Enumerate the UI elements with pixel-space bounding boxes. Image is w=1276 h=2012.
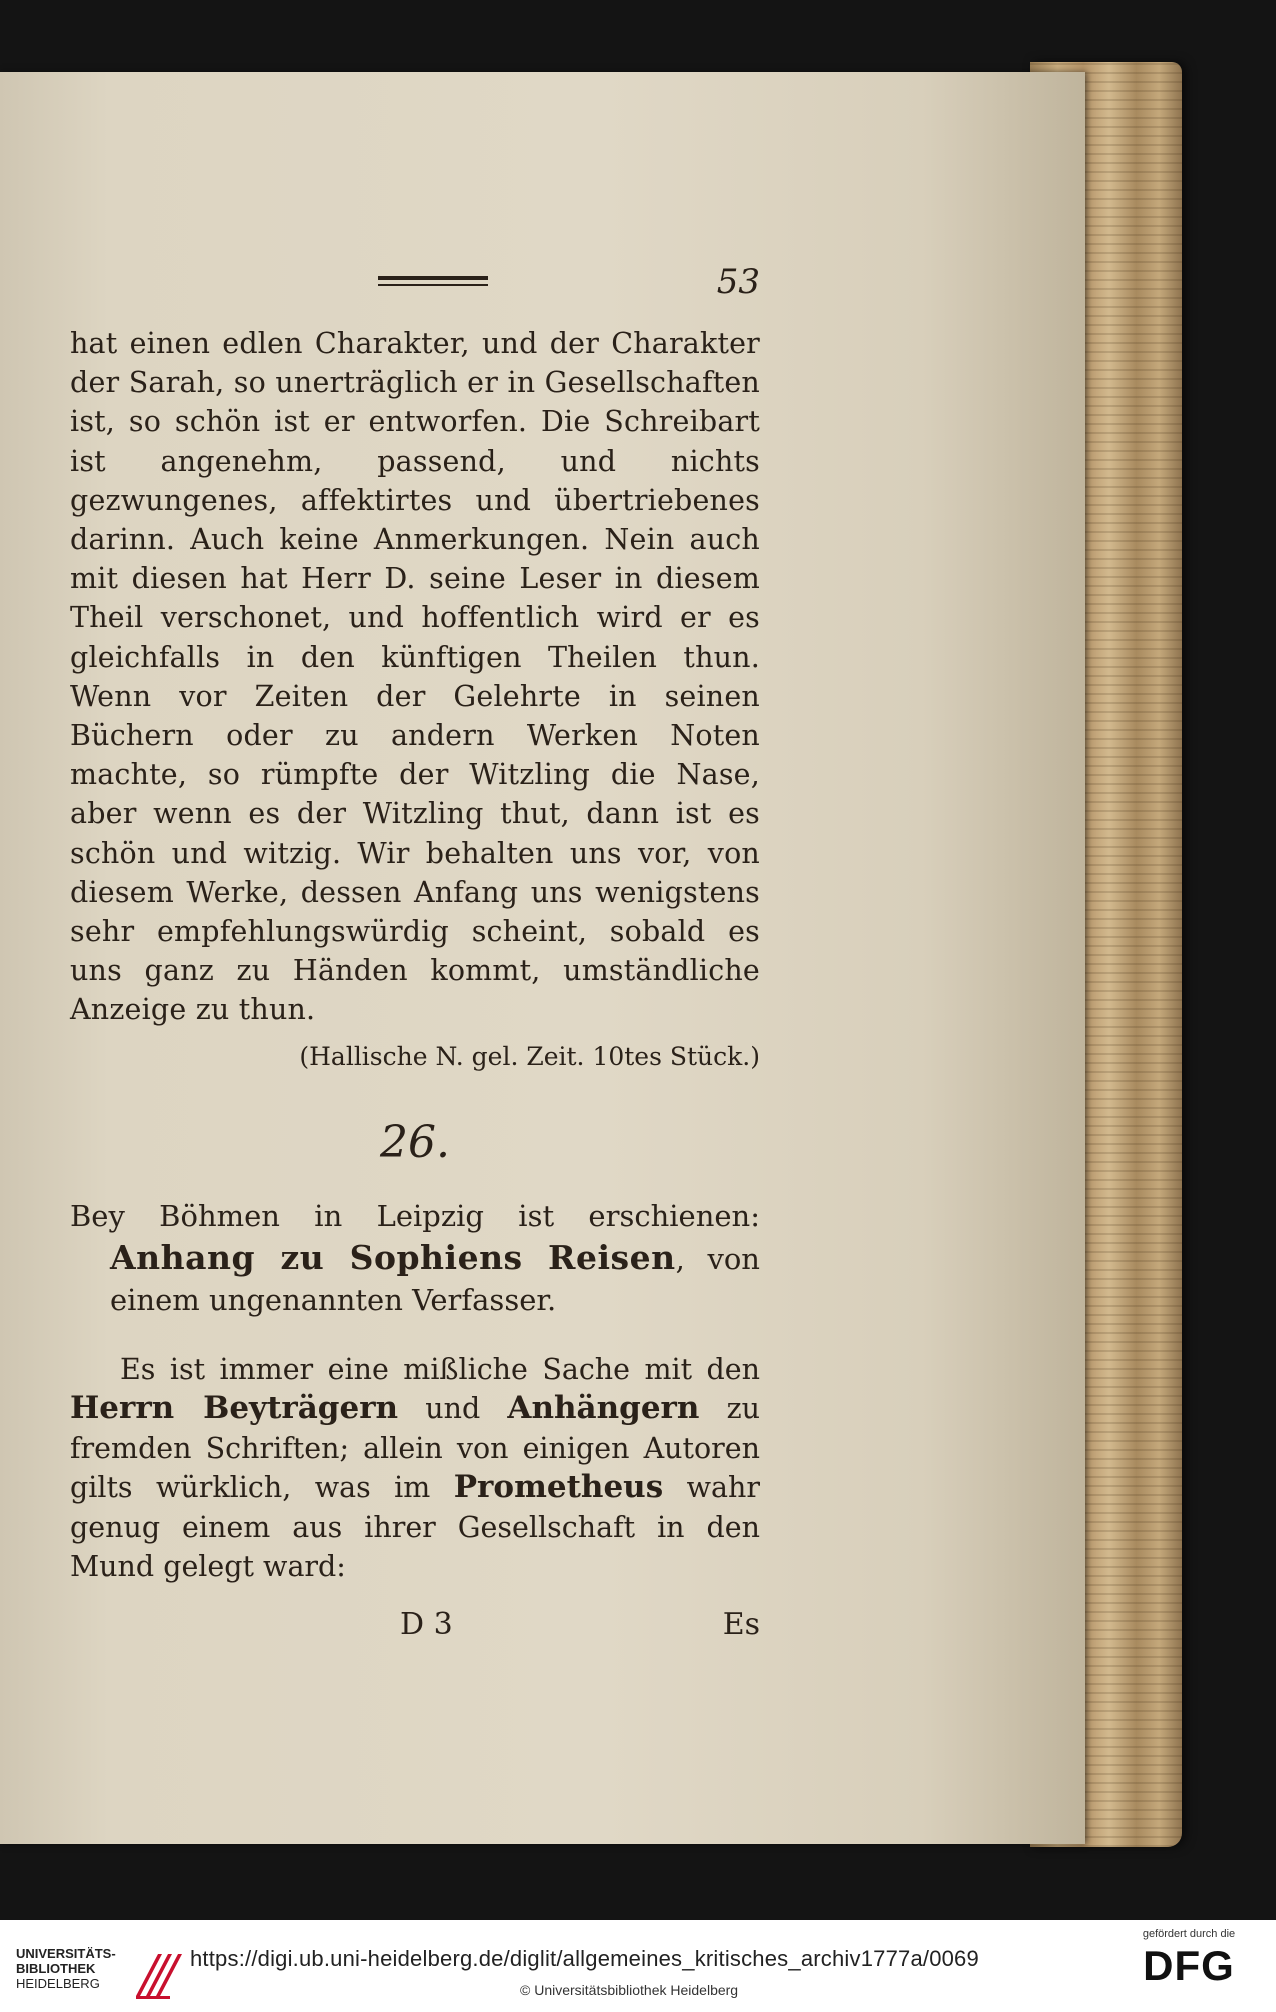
library-name-text: UNIVERSITÄTS- BIBLIOTHEK — [16, 1946, 116, 1976]
header-rule — [378, 276, 488, 286]
catchword: Es — [722, 1606, 760, 1642]
paragraph-2-part-4: wahr genug einem aus ihrer Gesellschaft in den Mund gelegt ward: — [70, 1471, 760, 1584]
signature-mark: D 3 — [400, 1606, 453, 1642]
paragraph-2-bold-2: Anhängern — [507, 1390, 700, 1427]
citation: (Hallische N. gel. Zeit. 10tes Stück.) — [299, 1041, 760, 1071]
dfg-funding — [1124, 1928, 1254, 1990]
book-page — [0, 72, 1085, 1844]
book-entry — [70, 1196, 760, 1321]
permalink-url[interactable]: https://digi.ub.uni-heidelberg.de/diglit/allgemeines_kritisches_archiv1777a/0069 — [190, 1946, 979, 1971]
library-logo-icon — [128, 1946, 192, 2006]
page-footer — [70, 1607, 760, 1651]
page-content — [70, 262, 760, 1651]
paragraph-1: hat einen edlen Charakter, und der Charakter der Sarah, so unerträglich er in Gesellschaften ist, so schön ist er entworfen. Die Schreibart ist angenehm, passend, und nichts gezwungenes, affektirtes und übertriebenes darinn. Auch keine Anmerkungen. Nein auch mit diesen hat Herr D. seine Leser in diesem Theil verschonet, und hoffentlich wird er es gleichfalls in den künftigen Theilen thun. Wenn vor Zeiten der Gelehrte in seinen Büchern oder zu andern Werken Noten machte, so rümpfte der Witzling die Nase, aber wenn es der Witzling thut, dann ist es schön und witzig. Wir behalten uns vor, von diesem Werke, dessen Anfang uns wenigstens sehr empfehlungswürdig scheint, sobald es uns ganz zu Händen kommt, umständliche Anzeige zu thun. — [70, 327, 760, 1027]
paragraph-2-part-1: Es ist immer eine mißliche Sache mit den — [120, 1352, 760, 1386]
entry-title: Anhang zu Sophiens Reisen — [110, 1237, 676, 1277]
paragraph-2-bold-1: Herrn Beyträgern — [70, 1390, 399, 1427]
copyright-notice: © Universitätsbibliothek Heidelberg — [520, 1982, 739, 1998]
viewer-footer — [0, 1920, 1276, 2012]
section-number: 26. — [380, 1116, 450, 1168]
library-name — [16, 1946, 116, 1991]
dfg-logo: DFG — [1143, 1942, 1235, 1989]
paragraph-2 — [70, 1350, 760, 1587]
paragraph-2-part-2: und — [398, 1392, 508, 1426]
library-city: HEIDELBERG — [16, 1976, 100, 1991]
paragraph-2-part-3: zu fremden Schriften; allein von einigen Autoren gilts würklich, was im — [70, 1392, 760, 1505]
entry-prefix: Bey Böhmen in Leipzig ist erschienen: — [70, 1198, 760, 1233]
page-header — [70, 262, 760, 302]
paragraph-2-bold-3: Prometheus — [453, 1469, 664, 1506]
entry-suffix: , von einem ungenannten Verfasser. — [110, 1241, 760, 1317]
funding-label: gefördert durch die — [1142, 1928, 1236, 1940]
page-number: 53 — [716, 262, 760, 302]
